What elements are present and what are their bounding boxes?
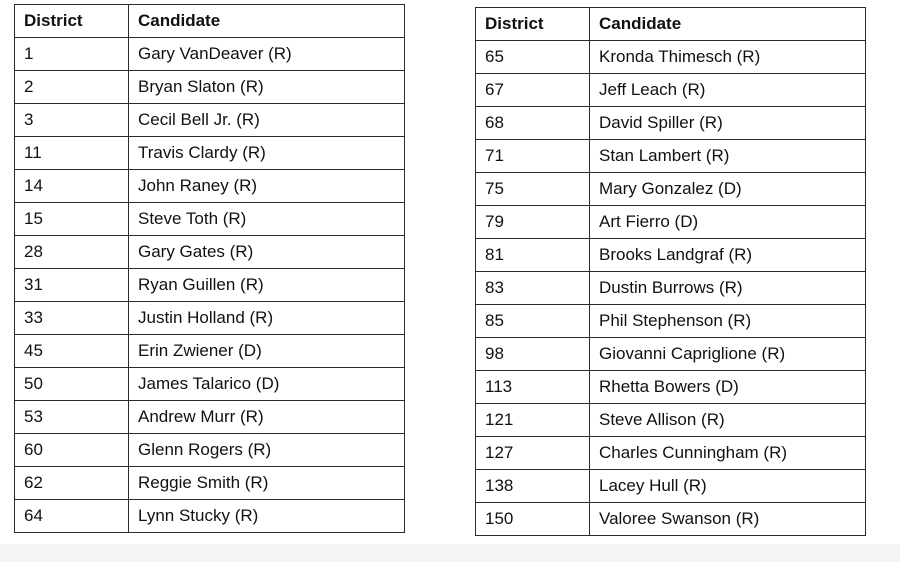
table-row	[476, 239, 866, 272]
candidate-cell: Andrew Murr (R)	[129, 401, 405, 434]
candidate-cell: Erin Zwiener (D)	[129, 335, 405, 368]
district-cell: 81	[476, 239, 590, 272]
left-candidates-table	[14, 4, 405, 533]
district-column-header: District	[15, 5, 129, 38]
table-row	[476, 470, 866, 503]
district-cell: 53	[15, 401, 129, 434]
district-cell: 15	[15, 203, 129, 236]
district-cell: 31	[15, 269, 129, 302]
district-cell: 150	[476, 503, 590, 536]
district-cell: 11	[15, 137, 129, 170]
table-header-row	[15, 5, 405, 38]
district-cell: 60	[15, 434, 129, 467]
district-cell: 75	[476, 173, 590, 206]
district-cell: 127	[476, 437, 590, 470]
table-row	[476, 74, 866, 107]
candidate-cell: Brooks Landgraf (R)	[590, 239, 866, 272]
table-row	[15, 137, 405, 170]
district-cell: 67	[476, 74, 590, 107]
district-cell: 68	[476, 107, 590, 140]
table-row	[15, 170, 405, 203]
candidate-cell: Valoree Swanson (R)	[590, 503, 866, 536]
district-cell: 50	[15, 368, 129, 401]
district-cell: 14	[15, 170, 129, 203]
candidate-cell: James Talarico (D)	[129, 368, 405, 401]
candidate-cell: Ryan Guillen (R)	[129, 269, 405, 302]
table-row	[476, 437, 866, 470]
table-row	[15, 401, 405, 434]
district-cell: 65	[476, 41, 590, 74]
table-row	[476, 206, 866, 239]
district-cell: 62	[15, 467, 129, 500]
candidate-cell: Glenn Rogers (R)	[129, 434, 405, 467]
table-row	[476, 305, 866, 338]
candidate-column-header: Candidate	[129, 5, 405, 38]
table-row	[15, 368, 405, 401]
table-row	[476, 371, 866, 404]
table-row	[476, 140, 866, 173]
candidate-column-header: Candidate	[590, 8, 866, 41]
candidate-cell: Stan Lambert (R)	[590, 140, 866, 173]
candidate-cell: John Raney (R)	[129, 170, 405, 203]
district-cell: 45	[15, 335, 129, 368]
candidate-cell: Steve Toth (R)	[129, 203, 405, 236]
table-row	[476, 404, 866, 437]
district-cell: 138	[476, 470, 590, 503]
table-header-row	[476, 8, 866, 41]
district-cell: 71	[476, 140, 590, 173]
table-row	[15, 434, 405, 467]
table-row	[15, 500, 405, 533]
table-row	[476, 41, 866, 74]
candidate-cell: Kronda Thimesch (R)	[590, 41, 866, 74]
district-column-header: District	[476, 8, 590, 41]
district-cell: 2	[15, 71, 129, 104]
table-row	[15, 269, 405, 302]
candidate-cell: Gary Gates (R)	[129, 236, 405, 269]
table-row	[476, 272, 866, 305]
candidate-cell: Art Fierro (D)	[590, 206, 866, 239]
candidate-cell: Steve Allison (R)	[590, 404, 866, 437]
district-cell: 64	[15, 500, 129, 533]
table-row	[15, 104, 405, 137]
district-cell: 85	[476, 305, 590, 338]
district-cell: 28	[15, 236, 129, 269]
candidate-cell: Cecil Bell Jr. (R)	[129, 104, 405, 137]
candidate-cell: Lacey Hull (R)	[590, 470, 866, 503]
table-row	[476, 107, 866, 140]
candidate-cell: Mary Gonzalez (D)	[590, 173, 866, 206]
page-bottom-margin	[0, 544, 900, 562]
district-cell: 113	[476, 371, 590, 404]
candidate-cell: Charles Cunningham (R)	[590, 437, 866, 470]
district-cell: 121	[476, 404, 590, 437]
candidate-cell: Gary VanDeaver (R)	[129, 38, 405, 71]
candidate-cell: Travis Clardy (R)	[129, 137, 405, 170]
table-row	[15, 467, 405, 500]
table-row	[15, 302, 405, 335]
right-candidates-table	[475, 7, 866, 536]
district-cell: 33	[15, 302, 129, 335]
district-cell: 1	[15, 38, 129, 71]
district-cell: 79	[476, 206, 590, 239]
district-cell: 3	[15, 104, 129, 137]
table-row	[476, 173, 866, 206]
candidate-cell: Justin Holland (R)	[129, 302, 405, 335]
district-cell: 83	[476, 272, 590, 305]
table-row	[15, 38, 405, 71]
candidate-cell: Giovanni Capriglione (R)	[590, 338, 866, 371]
district-cell: 98	[476, 338, 590, 371]
candidate-cell: Reggie Smith (R)	[129, 467, 405, 500]
candidate-cell: Jeff Leach (R)	[590, 74, 866, 107]
table-row	[15, 203, 405, 236]
candidate-cell: Bryan Slaton (R)	[129, 71, 405, 104]
candidate-cell: Phil Stephenson (R)	[590, 305, 866, 338]
table-row	[15, 71, 405, 104]
table-row	[15, 335, 405, 368]
candidate-cell: David Spiller (R)	[590, 107, 866, 140]
candidate-cell: Lynn Stucky (R)	[129, 500, 405, 533]
candidate-cell: Dustin Burrows (R)	[590, 272, 866, 305]
table-row	[476, 503, 866, 536]
table-row	[15, 236, 405, 269]
table-row	[476, 338, 866, 371]
candidate-cell: Rhetta Bowers (D)	[590, 371, 866, 404]
